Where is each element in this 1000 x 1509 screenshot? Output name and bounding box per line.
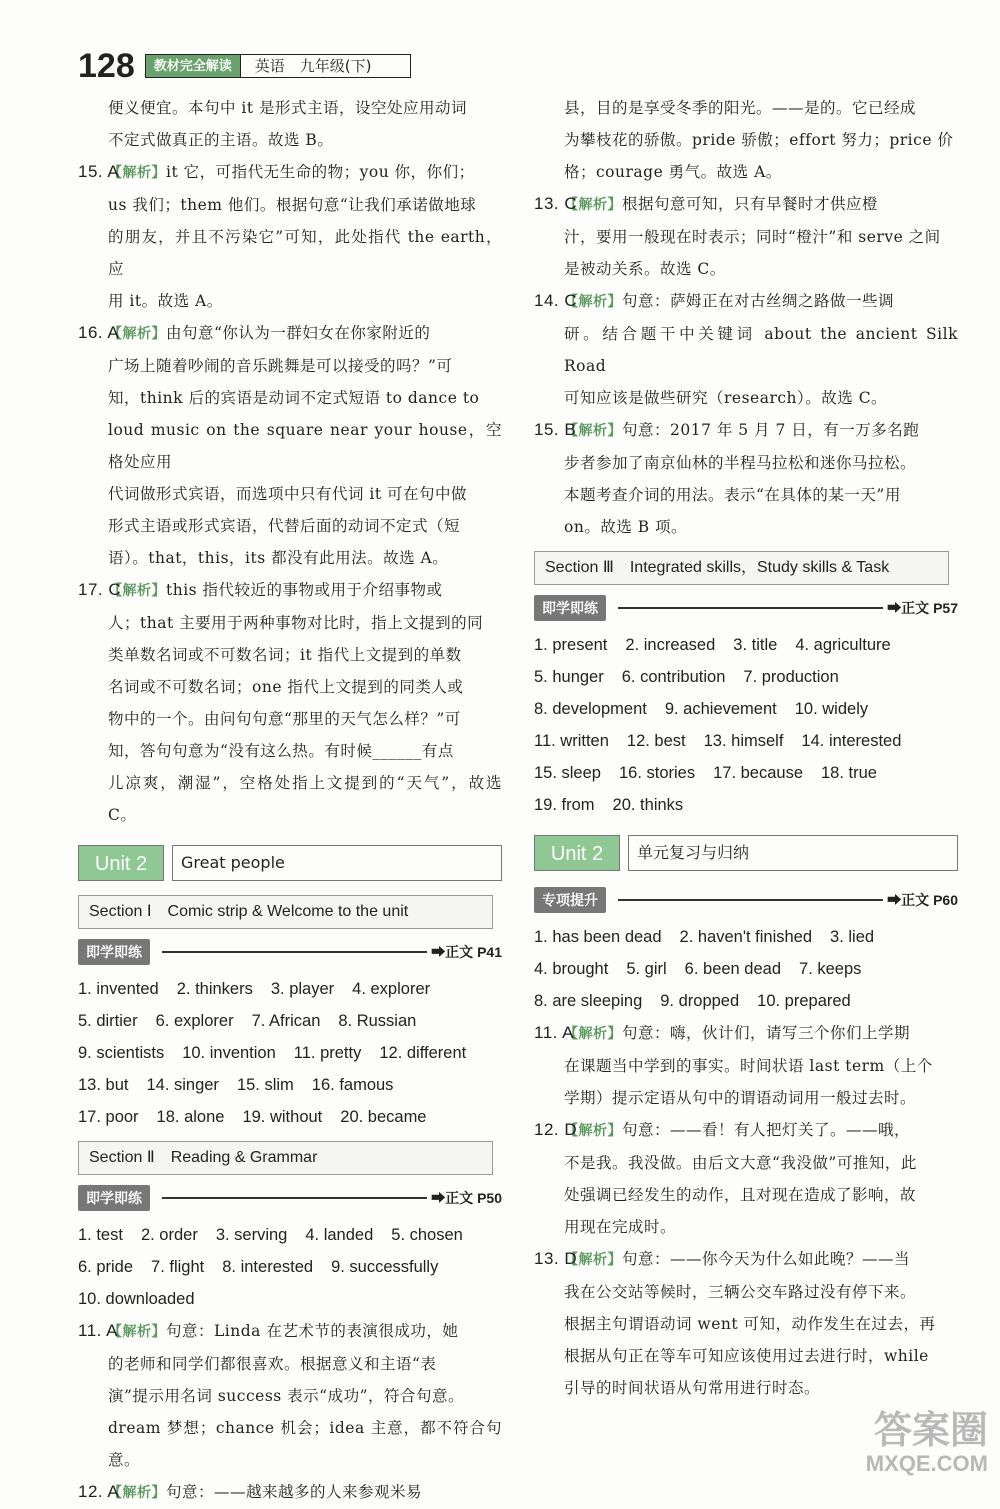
answer-item: 2. haven't finished xyxy=(679,928,813,946)
analysis-label: 【解析】 xyxy=(564,1252,622,1268)
answer-item: 12. different xyxy=(379,1044,467,1062)
answer-row xyxy=(528,629,958,661)
question-number: 11. A xyxy=(534,1023,574,1042)
answer-item: 5. chosen xyxy=(391,1226,463,1244)
question-15: 15. A 【解析】it 它，可指代无生命的物；you 你，你们； us 我们；them 他们。根据句意“让我们承诺做地球 的朋友，并且不污染它”可知，此处指代 the earth，应 用 it。故选 A。 xyxy=(72,156,502,317)
subject-label: 英语 九年级(下) xyxy=(241,54,411,78)
practice-bar xyxy=(534,593,958,623)
analysis-label: 【解析】 xyxy=(108,583,166,599)
paragraph: 便义便宜。本句中 it 是形式主语，设空处应用动词 不定式做真正的主语。故选 B。 xyxy=(108,99,468,149)
answer-item: 4. landed xyxy=(305,1226,374,1244)
page-reference: ➡正文 P50 xyxy=(431,1190,502,1206)
answer-row xyxy=(72,1283,502,1315)
answer-row xyxy=(528,725,958,757)
divider xyxy=(162,951,427,953)
answer-row xyxy=(528,757,958,789)
practice-tag: 专项提升 xyxy=(534,887,606,913)
page-number: 128 xyxy=(78,46,135,85)
answer-row xyxy=(528,789,958,821)
answer-item: 10. downloaded xyxy=(78,1290,195,1308)
question-number: 15. B xyxy=(534,420,577,439)
answer-item: 9. achievement xyxy=(664,700,777,718)
answer-item: 15. slim xyxy=(236,1076,294,1094)
answer-item: 6. contribution xyxy=(621,668,726,686)
divider xyxy=(162,1197,427,1199)
question-13: 13. D 【解析】句意：——你今天为什么如此晚？——当 我在公交站等候时，三辆公交车路过没有停下来。 根据主句谓语动词 went 可知，动作发生在过去，再 根据从句正在等车可知应该使用过去进行时，while 引导的时间状语从句常用进行时态。 xyxy=(528,1243,958,1404)
answer-item: 13. but xyxy=(78,1076,129,1094)
answer-item: 2. thinkers xyxy=(176,980,253,998)
question-16: 16. A 【解析】由句意“你认为一群妇女在你家附近的 广场上随着吵闹的音乐跳舞是可以接受的吗？”可 知，think 后的宾语是动词不定式短语 to dance to loud music on the square near your house，空格处应用 代词做形式宾语，而选项中只有代词 it 可在句中做 形式主语或形式宾语，代替后面的动词不定式（短 语）。that，this，its 都没有此用法。故选 A。 xyxy=(72,317,502,574)
watermark-text: 答案圈 xyxy=(873,1410,988,1452)
question-number: 13. C xyxy=(534,194,578,213)
question-11: 11. A 【解析】句意：Linda 在艺术节的表演很成功，她 的老师和同学们都很喜欢。根据意义和主语“表 演”提示用名词 success 表示“成功”，符合句意。 dream 梦想；chance 机会；idea 主意，都不符合句意。 xyxy=(72,1315,502,1476)
unit-tag: Unit 2 xyxy=(534,835,620,871)
section-title: Section Ⅱ Reading & Grammar xyxy=(78,1141,493,1175)
analysis-label: 【解析】 xyxy=(108,1485,166,1501)
answer-row xyxy=(72,1219,502,1251)
answer-list xyxy=(72,1219,502,1315)
question-number: 13. D xyxy=(534,1249,578,1268)
answer-item: 14. interested xyxy=(801,732,902,750)
answer-item: 4. brought xyxy=(534,960,609,978)
answer-item: 8. development xyxy=(534,700,647,718)
unit-title: 单元复习与归纳 xyxy=(628,835,958,871)
answer-item: 7. production xyxy=(743,668,839,686)
answer-item: 2. order xyxy=(140,1226,198,1244)
answer-item: 8. Russian xyxy=(338,1012,417,1030)
question-15: 15. B 【解析】句意：2017 年 5 月 7 日，有一万多名跑 步者参加了南京仙林的半程马拉松和迷你马拉松。 本题考查介词的用法。表示“在具体的某一天”用 on。故选 B 项。 xyxy=(528,414,958,543)
question-12: 12. A 【解析】句意：——越来越多的人来参观米易 xyxy=(72,1476,502,1509)
unit-banner xyxy=(78,841,502,885)
answer-row xyxy=(72,1005,502,1037)
section-title: Section Ⅲ Integrated skills，Study skills & Task xyxy=(534,551,949,585)
unit-title: Great people xyxy=(172,845,502,881)
answer-item: 8. are sleeping xyxy=(534,992,643,1010)
question-number: 12. A xyxy=(78,1482,120,1501)
answer-item: 11. written xyxy=(534,732,609,750)
answer-item: 11. pretty xyxy=(293,1044,362,1062)
analysis-label: 【解析】 xyxy=(108,165,166,181)
unit-banner xyxy=(534,831,958,875)
page-reference: ➡正文 P41 xyxy=(431,944,502,960)
answer-item: 1. present xyxy=(534,636,608,654)
answer-item: 16. famous xyxy=(311,1076,394,1094)
answer-item: 13. himself xyxy=(703,732,784,750)
answer-row xyxy=(528,661,958,693)
analysis-label: 【解析】 xyxy=(564,197,622,213)
answer-item: 1. has been dead xyxy=(534,928,662,946)
paragraph: 县，目的是享受冬季的阳光。——是的。它已经成 为攀枝花的骄傲。pride 骄傲；effort 努力；price 价 格；courage 勇气。故选 A。 xyxy=(564,99,954,181)
watermark-url: MXQE.COM xyxy=(865,1451,988,1476)
answer-item: 9. successfully xyxy=(331,1258,439,1276)
answer-item: 3. player xyxy=(270,980,335,998)
question-number: 15. A xyxy=(78,162,120,181)
answer-item: 9. dropped xyxy=(660,992,740,1010)
question-number: 14. C xyxy=(534,291,578,310)
analysis-label: 【解析】 xyxy=(564,1026,622,1042)
answer-item: 7. keeps xyxy=(799,960,862,978)
answer-list xyxy=(72,973,502,1133)
answer-item: 17. because xyxy=(713,764,803,782)
practice-tag: 即学即练 xyxy=(78,939,150,965)
answer-item: 10. widely xyxy=(794,700,869,718)
answer-item: 8. interested xyxy=(222,1258,314,1276)
answer-item: 10. prepared xyxy=(757,992,851,1010)
answer-item: 20. thinks xyxy=(612,796,684,814)
answer-list xyxy=(528,921,958,1017)
page-reference: ➡正文 P57 xyxy=(887,600,958,616)
analysis-label: 【解析】 xyxy=(108,1324,166,1340)
right-column xyxy=(528,92,958,1404)
left-column xyxy=(72,92,502,1509)
answer-row xyxy=(72,973,502,1005)
practice-tag: 即学即练 xyxy=(534,595,606,621)
answer-item: 10. invention xyxy=(182,1044,276,1062)
question-number: 12. D xyxy=(534,1120,578,1139)
answer-row xyxy=(72,1037,502,1069)
answer-item: 7. flight xyxy=(151,1258,205,1276)
answer-item: 6. explorer xyxy=(155,1012,234,1030)
answer-item: 5. dirtier xyxy=(78,1012,138,1030)
answer-item: 12. best xyxy=(626,732,686,750)
answer-item: 2. increased xyxy=(625,636,716,654)
section-title: Section Ⅰ Comic strip & Welcome to the unit xyxy=(78,895,493,929)
answer-item: 7. African xyxy=(251,1012,321,1030)
answer-row xyxy=(528,693,958,725)
question-14: 14. C 【解析】句意：萨姆正在对古丝绸之路做一些调 研。结合题干中关键词 about the ancient Silk Road 可知应该是做些研究（research）。故选 C。 xyxy=(528,285,958,414)
divider xyxy=(618,899,883,901)
answer-item: 3. title xyxy=(733,636,778,654)
watermark-logo xyxy=(866,1411,988,1477)
answer-row xyxy=(72,1251,502,1283)
question-17: 17. C 【解析】this 指代较近的事物或用于介绍事物或 人；that 主要用于两种事物对比时，指上文提到的同 类单数名词或不可数名词；it 指代上文提到的单数 名词或不可数名词；one 指代上文提到的同类人或 物中的一个。由问句句意“那里的天气怎么样？”可 知，答句句意为“没有这么热。有时候______有点 儿凉爽，潮湿”，空格处指上文提到的“天气”，故选 C。 xyxy=(72,574,502,831)
book-title-badge: 教材完全解读 xyxy=(145,54,241,78)
answer-list xyxy=(528,629,958,821)
answer-item: 15. sleep xyxy=(534,764,601,782)
question-number: 11. A xyxy=(78,1321,118,1340)
unit-tag: Unit 2 xyxy=(78,845,164,881)
answer-item: 1. invented xyxy=(78,980,159,998)
practice-bar xyxy=(78,937,502,967)
answer-item: 18. alone xyxy=(156,1108,225,1126)
answer-item: 20. became xyxy=(340,1108,427,1126)
analysis-label: 【解析】 xyxy=(564,294,622,310)
answer-item: 17. poor xyxy=(78,1108,139,1126)
answer-item: 16. stories xyxy=(618,764,696,782)
answer-row xyxy=(528,921,958,953)
analysis-label: 【解析】 xyxy=(564,423,622,439)
practice-tag: 即学即练 xyxy=(78,1185,150,1211)
answer-row xyxy=(528,985,958,1017)
divider xyxy=(618,607,883,609)
answer-item: 19. without xyxy=(242,1108,323,1126)
answer-item: 4. explorer xyxy=(352,980,431,998)
practice-bar xyxy=(78,1183,502,1213)
answer-item: 1. test xyxy=(78,1226,123,1244)
page-reference: ➡正文 P60 xyxy=(887,892,958,908)
answer-row xyxy=(72,1069,502,1101)
answer-item: 4. agriculture xyxy=(795,636,891,654)
question-12: 12. D 【解析】句意：——看！有人把灯关了。——哦， 不是我。我没做。由后文大意“我没做”可推知，此 处强调已经发生的动作，且对现在造成了影响，故 用现在完成时。 xyxy=(528,1114,958,1243)
answer-item: 18. true xyxy=(821,764,877,782)
answer-row xyxy=(72,1101,502,1133)
answer-item: 19. from xyxy=(534,796,595,814)
answer-item: 5. hunger xyxy=(534,668,604,686)
answer-item: 6. pride xyxy=(78,1258,134,1276)
answer-item: 5. girl xyxy=(626,960,667,978)
answer-row xyxy=(528,953,958,985)
page-header xyxy=(78,46,411,86)
answer-item: 9. scientists xyxy=(78,1044,165,1062)
question-11: 11. A 【解析】句意：嗨，伙计们，请写三个你们上学期 在课题当中学到的事实。时间状语 last term（上个 学期）提示定语从句中的谓语动词用一般过去时。 xyxy=(528,1017,958,1114)
practice-bar xyxy=(534,885,958,915)
question-number: 17. C xyxy=(78,580,122,599)
answer-item: 6. been dead xyxy=(684,960,782,978)
question-13: 13. C 【解析】根据句意可知，只有早餐时才供应橙 汁，要用一般现在时表示；同时“橙汁”和 serve 之间 是被动关系。故选 C。 xyxy=(528,188,958,285)
answer-item: 3. serving xyxy=(215,1226,288,1244)
question-number: 16. A xyxy=(78,323,120,342)
analysis-label: 【解析】 xyxy=(108,326,166,342)
analysis-label: 【解析】 xyxy=(564,1123,622,1139)
answer-item: 3. lied xyxy=(830,928,875,946)
answer-item: 14. singer xyxy=(146,1076,219,1094)
